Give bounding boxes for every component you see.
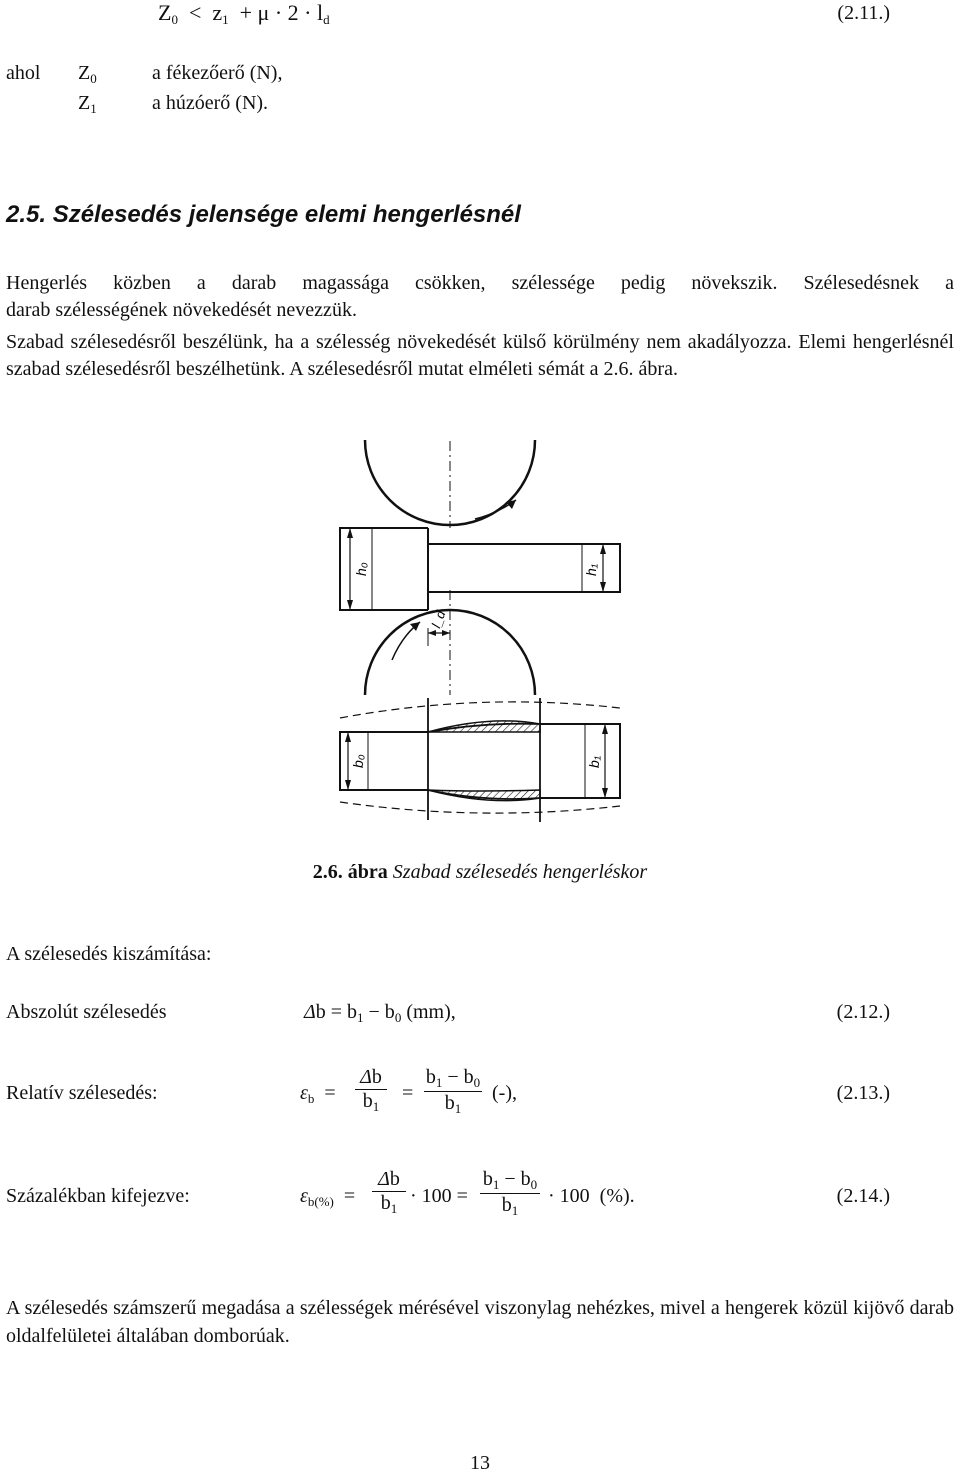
- widening-zone-upper: [428, 721, 540, 732]
- roll-top-view-lower: [340, 802, 620, 813]
- label-b1: b₁: [586, 755, 602, 768]
- equation-2-14-frac-1: $\frac{\Delta b}{b_1}$: [372, 1168, 406, 1217]
- calculation-intro: A szélesedés kiszámítása:: [6, 943, 212, 965]
- equation-2-13-equals: =: [402, 1082, 414, 1104]
- equation-2-12: $\Delta b = b_1 - b_0$ (mm),: [304, 1001, 456, 1025]
- equation-2-14-lhs: $\varepsilon_{b(\%)}$ =: [300, 1185, 356, 1209]
- equation-2-13-unit: (-),: [492, 1082, 517, 1104]
- figure-caption-text: Szabad szélesedés hengerléskor: [392, 861, 648, 883]
- equation-2-12-unit: (mm),: [406, 1001, 456, 1023]
- paragraph-1-line-2: darab szélességének növekedését nevezzük.: [6, 299, 357, 321]
- equation-label-percent: Százalékban kifejezve:: [6, 1185, 190, 1207]
- definition-symbol-z1: $Z_1$: [78, 92, 97, 116]
- figure-caption: [0, 861, 960, 884]
- page-number: 13: [470, 1452, 490, 1474]
- equation-2-14-factor-2: 100: [559, 1185, 590, 1207]
- equation-2-13-frac-1: $\frac{\Delta b}{b_1}$: [355, 1066, 387, 1115]
- equation-number-2-12: (2.12.): [836, 1001, 890, 1023]
- equation-2-14-mult-2: · 100 (%).: [548, 1185, 635, 1207]
- equation-2-13-lhs: $\varepsilon_b$ =: [300, 1082, 336, 1106]
- equation-2-14-frac-2: $\frac{b_1 - b_0}{b_1}$: [480, 1168, 540, 1219]
- equation-2-14-mult-1: · 100 =: [410, 1185, 468, 1207]
- definition-text-z1: a húzóerő (N).: [152, 92, 269, 114]
- equation-2-14-factor-1: 100: [421, 1185, 452, 1207]
- paragraph-2: Szabad szélesedésről beszélünk, ha a szélesség növekedését külső körülmény nem akadályozza. Elemi hengerlésnél szabad szélesedésről beszélhetünk. A szélesedésről mutat elméleti sémát a 2.6. ábra.: [6, 331, 954, 380]
- equation-2-14-unit: (%).: [599, 1185, 635, 1207]
- paragraph-1-line-1: Hengerlés közben a darab magassága csökken, szélessége pedig növekszik. Szélesedésnek a: [6, 272, 954, 294]
- label-b0: b₀: [350, 754, 366, 768]
- rolling-diagram: [320, 440, 650, 830]
- roll-top-view-upper: [340, 702, 620, 718]
- closing-paragraph: A szélesedés számszerű megadása a szélességek mérésével viszonylag nehézkes, mivel a hengerek közül kijövő darab oldalfelületei általában domborúak.: [6, 1297, 954, 1347]
- definition-symbol-z0: $Z_0$: [78, 62, 97, 86]
- paragraph-1: [6, 270, 954, 324]
- definition-lead: ahol: [6, 62, 41, 84]
- strip-top-exit: [540, 724, 620, 798]
- figure-caption-number: 2.6. ábra: [312, 861, 388, 883]
- equation-label-absolute: Abszolút szélesedés: [6, 1001, 167, 1023]
- equation-number-2-11: (2.11.): [837, 2, 890, 24]
- equation-number-2-13: (2.13.): [836, 1082, 890, 1104]
- label-h1: h₁: [583, 563, 599, 576]
- equation-2-11: $Z_0 < z_1 + \mu \cdot 2 \cdot l_d$: [158, 0, 330, 27]
- equation-2-13-frac-2: $\frac{b_1 - b_0}{b_1}$: [425, 1066, 481, 1116]
- definition-text-z0: a fékezőerő (N),: [152, 62, 283, 84]
- label-ld: l_d: [428, 608, 449, 631]
- equation-label-relative: Relatív szélesedés:: [6, 1082, 158, 1104]
- section-heading: 2.5. Szélesedés jelensége elemi hengerlésnél: [6, 201, 521, 228]
- label-h0: h₀: [353, 562, 369, 576]
- equation-number-2-14: (2.14.): [836, 1185, 890, 1207]
